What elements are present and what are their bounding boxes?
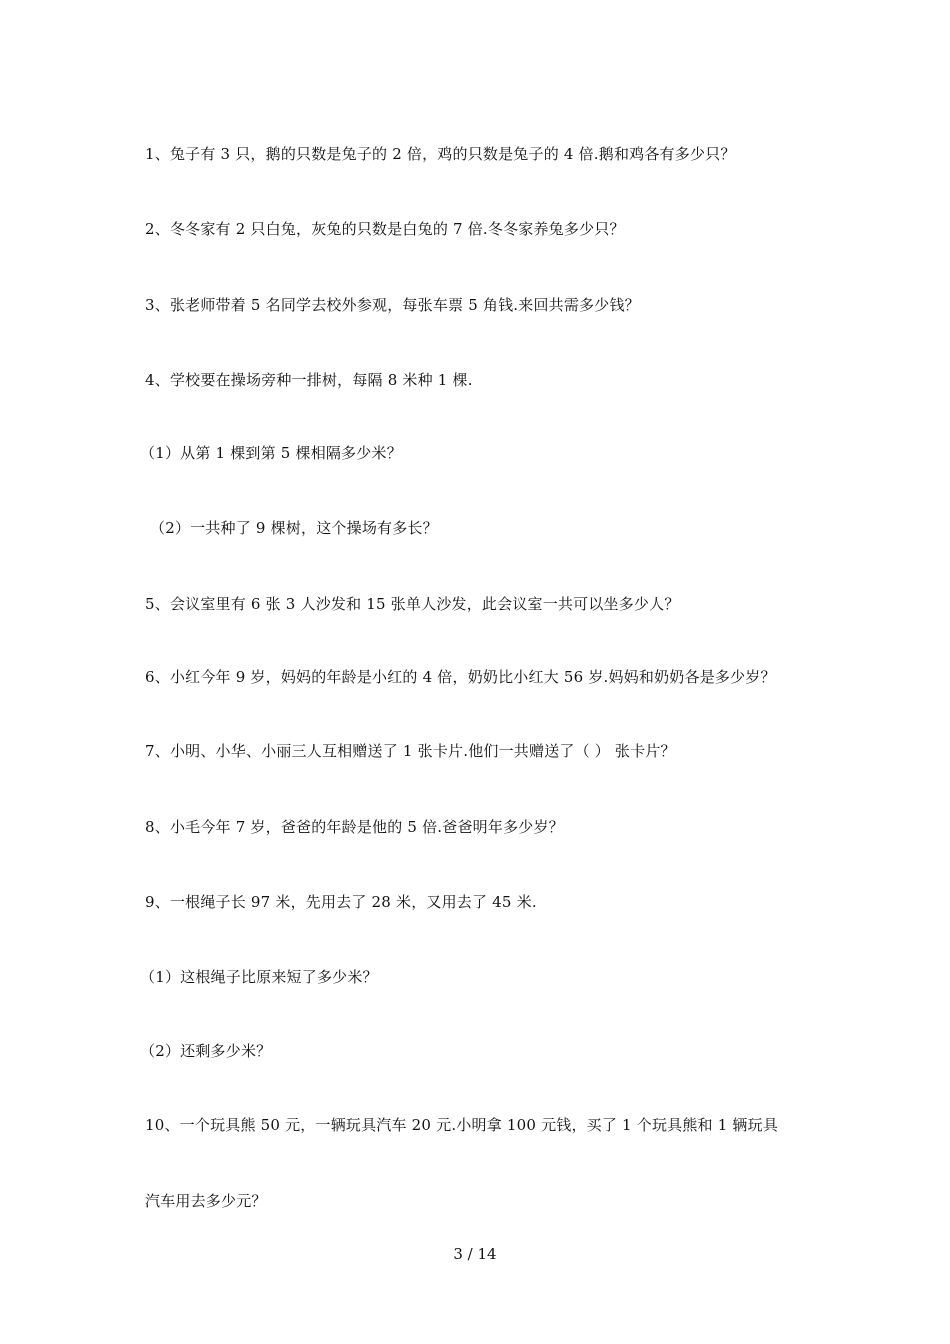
question-8: 8、小毛今年 7 岁，爸爸的年龄是他的 5 倍.爸爸明年多少岁？ — [145, 818, 564, 836]
question-3: 3、张老师带着 5 名同学去校外参观，每张车票 5 角钱.来回共需多少钱？ — [145, 296, 640, 314]
question-10-continued: 汽车用去多少元？ — [145, 1192, 267, 1210]
question-9: 9、一根绳子长 97 米，先用去了 28 米，又用去了 45 米. — [145, 893, 537, 911]
question-6: 6、小红今年 9 岁，妈妈的年龄是小红的 4 倍，奶奶比小红大 56 岁.妈妈和奶奶各是多少岁？ — [145, 668, 776, 686]
question-4: 4、学校要在操场旁种一排树，每隔 8 米种 1 棵. — [145, 371, 473, 389]
question-10: 10、一个玩具熊 50 元，一辆玩具汽车 20 元.小明拿 100 元钱，买了 1 个玩具熊和 1 辆玩具 — [145, 1116, 779, 1134]
question-7: 7、小明、小华、小丽三人互相赠送了 1 张卡片.他们一共赠送了（ ） 张卡片？ — [145, 742, 676, 760]
question-1: 1、兔子有 3 只，鹅的只数是兔子的 2 倍，鸡的只数是兔子的 4 倍.鹅和鸡各有多少只？ — [145, 145, 736, 163]
question-5: 5、会议室里有 6 张 3 人沙发和 15 张单人沙发，此会议室一共可以坐多少人？ — [145, 595, 680, 613]
question-4-part-1: （1）从第 1 棵到第 5 棵相隔多少米？ — [140, 444, 402, 462]
question-9-part-2: （2）还剩多少米？ — [140, 1042, 272, 1060]
question-9-part-1: （1）这根绳子比原来短了多少米？ — [140, 968, 378, 986]
question-2: 2、冬冬家有 2 只白兔，灰兔的只数是白兔的 7 倍.冬冬家养兔多少只？ — [145, 220, 625, 238]
page-number: 3 / 14 — [453, 1245, 497, 1263]
question-4-part-2: （2）一共种了 9 棵树，这个操场有多长？ — [150, 519, 438, 537]
